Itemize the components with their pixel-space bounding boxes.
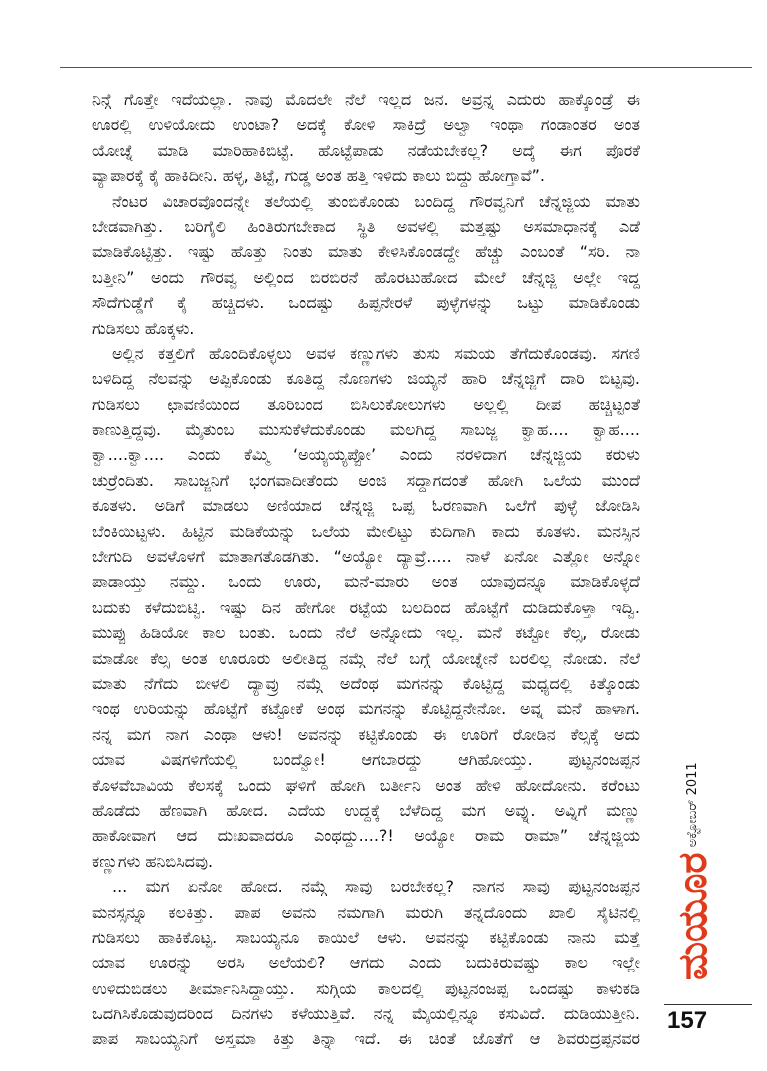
text-line: ಕಾಣುತ್ತಿದ್ದವು. ಮೈತುಂಬ ಮುಸುಕೆಳೆದುಕೊಂಡು ಮಲಗಿದ್ದ ಸಾಬಜ್ಜ ಕ್ವಾಹ.... ಕ್ವಾಹ....: [92, 420, 640, 440]
text-line: ಬೇಗುದಿ ಅವಳೊಳಗೆ ಮಾತಾಗತೊಡಗಿತು. “ಅಯ್ಯೋ ದ್ಯಾವ್ರೆ..... ನಾಳೆ ಏನೋ ಎತ್ಲೋ ಅನ್ನೋ: [92, 547, 640, 567]
text-line: ಯಾವ ಊರನ್ನು ಅರಸಿ ಅಲೆಯಲಿ? ಆಗದು ಎಂದು ಬದುಕಿರುವಷ್ಟು ಕಾಲ ಇಲ್ಲೇ: [92, 953, 640, 973]
text-line: ಕೊಳವೆಬಾವಿಯ ಕೆಲಸಕ್ಕೆ ಒಂದು ಘಳಿಗೆ ಹೋಗಿ ಬರ್ತೀನಿ ಅಂತ ಹೇಳಿ ಹೋದೋನು. ಕರೆಂಟು: [92, 775, 640, 795]
text-line: ಕೂತಳು. ಅಡಿಗೆ ಮಾಡಲು ಅಣಿಯಾದ ಚೆನ್ನಜ್ಜಿ ಒಪ್ಪ ಓರಣವಾಗಿ ಒಲೆಗೆ ಪುಳ್ಳೆ ಜೋಡಿಸಿ: [92, 496, 640, 516]
text-line: ಚುರ್ರೆಂದಿತು. ಸಾಬಜ್ಜನಿಗೆ ಭಂಗವಾದೀತೆಂದು ಅಂಜಿ ಸದ್ದಾಗದಂತೆ ಹೋಗಿ ಒಲೆಯ ಮುಂದೆ: [92, 470, 640, 490]
text-line: ಯೋಚ್ನೆ ಮಾಡಿ ಮಾರಿಹಾಕಿಬಿಟ್ಟೆ. ಹೊಟ್ಟೆಪಾಡು ನಡೆಯಬೇಕಲ್ಲ? ಅದ್ಕೆ ಈಗ ಪೊರಕೆ: [92, 140, 640, 160]
paragraph: [92, 874, 640, 1052]
text-line: ಕಣ್ಣುಗಳು ಹನಿಬಿಸಿದವು.: [92, 851, 214, 871]
text-line: ಮಾಡಿಕೊಟ್ಟಿತ್ತು. ಇಷ್ಟು ಹೊತ್ತು ನಿಂತು ಮಾತು ಕೇಳಿಸಿಕೊಂಡದ್ದೇ ಹೆಚ್ಚು ಎಂಬಂತೆ “ಸರಿ. ನಾ: [92, 242, 640, 262]
top-rule: [60, 67, 752, 68]
article-body: [92, 87, 640, 1052]
text-line: ಹಾಕೋವಾಗ ಆದ ದುಃಖವಾದರೂ ಎಂಥದ್ದು....?! ಅಯ್ಯೋ ರಾಮ ರಾಮಾ” ಚೆನ್ನಜ್ಜಿಯ: [92, 826, 640, 846]
text-line: ಗುಡಿಸಲು ಛಾವಣಿಯಿಂದ ತೂರಿಬಂದ ಬಿಸಿಲುಕೋಲುಗಳು ಅಲ್ಲಲ್ಲಿ ದೀಪ ಹಚ್ಚಿಟ್ಟಂತೆ: [92, 394, 640, 414]
footer-rule: [664, 1004, 752, 1005]
masthead: [664, 752, 722, 980]
text-line: ನೆಂಟರ ವಿಚಾರವೊಂದನ್ನೇ ತಲೆಯಲ್ಲಿ ತುಂಬಿಕೊಂಡು ಬಂದಿದ್ದ ಗೌರವ್ವನಿಗೆ ಚೆನ್ನಜ್ಜಿಯ ಮಾತು: [112, 191, 640, 211]
text-line: ಉಳಿದುಬಿಡಲು ತೀರ್ಮಾನಿಸಿದ್ದಾಯ್ತು. ಸುಗ್ಗಿಯ ಕಾಲದಲ್ಲಿ ಪುಟ್ಟನಂಜಪ್ಪ ಒಂದಷ್ಟು ಕಾಳುಕಡಿ: [92, 978, 640, 998]
text-line: ಮುಪ್ಪು ಹಿಡಿಯೋ ಕಾಲ ಬಂತು. ಒಂದು ನೆಲೆ ಅನ್ನೋದು ಇಲ್ಲ. ಮನೆ ಕಟ್ಟೋ ಕೆಲ್ಸ, ರೋಡು: [92, 623, 640, 643]
text-line: ಬಳಿದಿದ್ದ ನೆಲವನ್ನು ಅಪ್ಪಿಕೊಂಡು ಕೂತಿದ್ದ ನೊಣಗಳು ಜಿಯ್ಯನೆ ಹಾರಿ ಚೆನ್ನಜ್ಜಿಗೆ ದಾರಿ ಬಿಟ್ಟವು.: [92, 369, 640, 389]
text-line: ಪಾಪ ಸಾಬಯ್ಯನಿಗೆ ಅಸ್ತಮಾ ಕಿತ್ತು ತಿನ್ನಾ ಇದೆ. ಈ ಚಿಂತೆ ಜೊತೆಗೆ ಆ ಶಿವರುದ್ರಪ್ಪನವರ: [92, 1029, 640, 1049]
text-line: ಇಂಥ ಉರಿಯನ್ನು ಹೊಟ್ಟೆಗೆ ಕಟ್ಟೋಕೆ ಅಂಥ ಮಗನನ್ನು ಕೊಟ್ಟಿದ್ದನೇನೋ. ಅವ್ನ ಮನೆ ಹಾಳಾಗ.: [92, 699, 640, 719]
text-line: ಅಲ್ಲಿನ ಕತ್ತಲಿಗೆ ಹೊಂದಿಕೊಳ್ಳಲು ಅವಳ ಕಣ್ಣುಗಳು ತುಸು ಸಮಯ ತೆಗೆದುಕೊಂಡವು. ಸಗಣಿ: [112, 343, 640, 363]
text-line: ಬತ್ತೀನಿ” ಅಂದು ಗೌರವ್ವ ಅಲ್ಲಿಂದ ಬಿರಬಿರನೆ ಹೊರಟುಹೋದ ಮೇಲೆ ಚೆನ್ನಜ್ಜಿ ಅಲ್ಲೇ ಇದ್ದ: [92, 267, 640, 287]
text-line: ಬೇಡವಾಗಿತ್ತು. ಬರಿಗೈಲಿ ಹಿಂತಿರುಗಬೇಕಾದ ಸ್ಥಿತಿ ಅವಳಲ್ಲಿ ಮತ್ತಷ್ಟು ಅಸಮಾಧಾನಕ್ಕೆ ಎಡೆ: [92, 216, 640, 236]
text-line: ಸೌದೆಗುಡ್ಡೆಗೆ ಕೈ ಹಚ್ಚಿದಳು. ಒಂದಷ್ಟು ಹಿಪ್ಪನೇರಳೆ ಪುಳ್ಳೆಗಳನ್ನು ಒಟ್ಟು ಮಾಡಿಕೊಂಡು: [92, 293, 640, 313]
text-line: ಯಾವ ವಿಷಗಳಿಗೆಯಲ್ಲಿ ಬಂದ್ವೋ! ಆಗಬಾರದ್ದು ಆಗಿಹೋಯ್ತು. ಪುಟ್ಟನಂಜಪ್ಪನ: [92, 750, 640, 770]
text-line: ಹೊಡೆದು ಹೆಣವಾಗಿ ಹೋದ. ಎದೆಯ ಉದ್ದಕ್ಕೆ ಬೆಳೆದಿದ್ದ ಮಗ ಅವ್ನು. ಅವ್ನಿಗೆ ಮಣ್ಣು: [92, 800, 640, 820]
text-line: ಗುಡಿಸಲು ಹೊಕ್ಕಳು.: [92, 318, 195, 338]
text-line: ಪಾಡಾಯ್ತು ನಮ್ದು. ಒಂದು ಊರು, ಮನೆ-ಮಾರು ಅಂತ ಯಾವುದನ್ನೂ ಮಾಡಿಕೊಳ್ಳದೆ: [92, 572, 640, 592]
text-line: ವ್ಯಾಪಾರಕ್ಕೆ ಕೈ ಹಾಕಿದೀನಿ. ಹಳ್ಳ, ತಿಟ್ಟೆ, ಗುಡ್ಡ ಅಂತ ಹತ್ತಿ ಇಳಿದು ಕಾಲು ಬಿದ್ದು ಹೋಗ್ತಾವೆ”.: [92, 166, 545, 186]
text-line: ಬದುಕು ಕಳೆದುಬಿಟ್ವಿ. ಇಷ್ಟು ದಿನ ಹೇಗೋ ರಟ್ಟೆಯ ಬಲದಿಂದ ಹೊಟ್ಟೆಗೆ ದುಡಿದುಕೊಳ್ತಾ ಇದ್ವಿ.: [92, 597, 640, 617]
paragraph: [92, 341, 640, 874]
text-line: ಬೆಂಕಿಯಿಟ್ಟಳು. ಹಿಟ್ಟಿನ ಮಡಿಕೆಯನ್ನು ಒಲೆಯ ಮೇಲಿಟ್ಟು ಕುದಿಗಾಗಿ ಕಾದು ಕೂತಳು. ಮನಸ್ಸಿನ: [92, 521, 640, 541]
magazine-name: ಮಯೂರ: [670, 852, 716, 980]
paragraph: [92, 189, 640, 341]
text-line: ಮನಸ್ಸನ್ನೂ ಕಲಕಿತ್ತು. ಪಾಪ ಅವನು ನಮಗಾಗಿ ಮರುಗಿ ತನ್ನದೊಂದು ಖಾಲಿ ಸೈಟಿನಲ್ಲಿ: [92, 902, 640, 922]
issue-date: ಅಕ್ಟೋಬರ್ 2011: [685, 762, 700, 848]
text-line: ಮಾತು ನೆಗೆದು ಬೀಳಲಿ ದ್ಯಾವ್ರು ನಮ್ಗೆ ಅದೆಂಥ ಮಗನನ್ನು ಕೊಟ್ಟಿದ್ದ ಮಧ್ಯದಲ್ಲಿ ಕಿತ್ಕೊಂಡು: [92, 673, 640, 693]
text-line: ಮಾಡೋ ಕೆಲ್ಸ ಅಂತ ಊರೂರು ಅಲೀತಿದ್ದ ನಮ್ಗೆ ನೆಲೆ ಬಗ್ಗೆ ಯೋಚ್ನೇನೆ ಬರಲಿಲ್ಲ ನೋಡು. ನೆಲೆ: [92, 648, 640, 668]
text-line: ... ಮಗ ಏನೋ ಹೋದ. ನಮ್ಗೆ ಸಾವು ಬರಬೇಕಲ್ಲ? ನಾಗನ ಸಾವು ಪುಟ್ಟನಂಜಪ್ಪನ: [112, 877, 640, 897]
page-number: 157: [667, 1007, 708, 1034]
text-line: ನಿನ್ಗೆ ಗೊತ್ತೇ ಇದೆಯಲ್ಲಾ. ನಾವು ಮೊದಲೇ ನೆಲೆ ಇಲ್ಲದ ಜನ. ಅವ್ರನ್ನ ಎದುರು ಹಾಕ್ಕೊಂಡ್ರೆ ಈ: [92, 90, 640, 109]
text-line: ಒದಗಿಸಿಕೊಡುವುದರಿಂದ ದಿನಗಳು ಕಳೆಯುತ್ತಿವೆ. ನನ್ನ ಮೈಯಲ್ಲಿನ್ನೂ ಕಸುವಿದೆ. ದುಡಿಯುತ್ತೀನಿ.: [92, 1004, 640, 1024]
text-line: ಗುಡಿಸಲು ಹಾಕಿಕೊಟ್ಟ. ಸಾಬಯ್ಯನೂ ಕಾಯಿಲೆ ಆಳು. ಅವನನ್ನು ಕಟ್ಟಿಕೊಂಡು ನಾನು ಮತ್ತೆ: [92, 927, 640, 947]
text-line: ಕ್ವಾ....ಕ್ವಾ.... ಎಂದು ಕೆಮ್ಮಿ ‘ಅಯ್ಯಯ್ಯಪ್ಪೋ’ ಎಂದು ನರಳಿದಾಗ ಚೆನ್ನಜ್ಜಿಯ ಕರುಳು: [92, 445, 640, 465]
text-line: ಊರಲ್ಲಿ ಉಳಿಯೋದು ಉಂಟಾ? ಅದಕ್ಕೆ ಕೋಳಿ ಸಾಕಿದ್ರೆ ಅಲ್ವಾ ಇಂಥಾ ಗಂಡಾಂತರ ಅಂತ: [92, 115, 640, 135]
text-line: ನನ್ನ ಮಗ ನಾಗ ಎಂಥಾ ಆಳು! ಅವನನ್ನು ಕಟ್ಟಿಕೊಂಡು ಈ ಊರಿಗೆ ರೋಡಿನ ಕೆಲ್ಸಕ್ಕೆ ಅದು: [92, 724, 640, 744]
paragraph: [92, 87, 640, 189]
